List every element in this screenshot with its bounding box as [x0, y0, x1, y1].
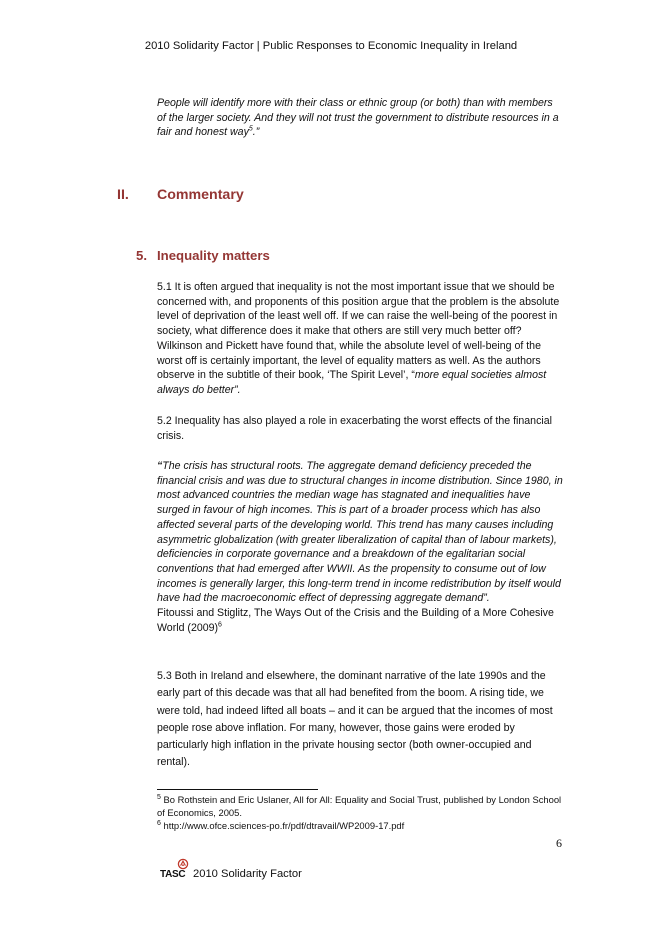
page-number: 6 — [556, 836, 562, 850]
tasc-logo — [160, 866, 191, 880]
section-5-number: 5. — [136, 248, 147, 263]
running-header: 2010 Solidarity Factor | Public Responses to Economic Inequality in Ireland — [144, 40, 518, 52]
paragraph-5-1-text: 5.1 It is often argued that inequality is not the most important issue that we should be concerned with, and proponents of this position argue that the problem is the absolute level of deprivation of the least well off. If we can raise the well-being of the poorest in society, what difference does it make that others are still very much better off? Wilkinson and Pickett have found that, while the absolute level of well-being of the worst off is certainly important, the level of equality matters as well. As the authors observe in the subtitle of their book, ‘The Spirit Level’, “ — [157, 281, 560, 382]
section-5-title: Inequality matters — [157, 248, 270, 263]
quote-body: The crisis has structural roots. The aggregate demand deficiency preceded the financial crisis and was due to structural changes in income distribution. Since 1980, in most advanced countries the median wage has stagnated and inequalities have surged in favour of high incomes. This is part of a broader process which has also affected several parts of the developing world. This trend has many causes including asymmetric globalization (with greater liberalization of capital than of labour markets), deficiencies in corporate governance and a breakdown of the egalitarian social conventions that had emerged after WWII. As the propensity to consume out of low incomes is generally larger, this long-term trend in income redistribution by itself would have had the macroeconomic effect of depressing aggregate demand”. — [157, 460, 563, 605]
paragraph-5-2: 5.2 Inequality has also played a role in exacerbating the worst effects of the financial crisis. — [157, 415, 552, 442]
top-quote-text: People will identify more with their class or ethnic group (or both) than with members of the larger society. And they will not trust the government to distribute resources in a fair and honest way — [157, 97, 559, 139]
footnote-5-number: 5 — [157, 793, 161, 801]
footnotes — [157, 793, 567, 833]
tasc-logo-text: TASC — [160, 869, 186, 880]
footnote-6 — [157, 819, 567, 832]
quote-attribution: Fitoussi and Stiglitz, The Ways Out of the Crisis and the Building of a More Cohesive World (2009) — [157, 607, 554, 634]
fitoussi-stiglitz-quote — [157, 459, 563, 635]
footnote-ref-5[interactable]: 5 — [248, 125, 253, 133]
paragraph-5-3: 5.3 Both in Ireland and elsewhere, the dominant narrative of the late 1990s and the early part of this decade was that all had benefited from the boom. A rising tide, we were told, had indeed lifted all boats – and it can be argued that the incomes of most people rose above inflation. For many, however, those gains were eroded by particularly high inflation in the private housing sector (both owner-occupied and rental). — [157, 670, 553, 769]
footnote-5-text: Bo Rothstein and Eric Uslaner, All for All: Equality and Social Trust, published by London School of Economics, 2005. — [157, 794, 562, 819]
footer-brand — [160, 866, 302, 880]
footnote-6-text[interactable]: http://www.ofce.sciences-po.fr/pdf/dtravail/WP2009-17.pdf — [160, 820, 405, 832]
footnote-5 — [157, 793, 567, 819]
section-ii-number: II. — [117, 187, 129, 203]
footnote-ref-6[interactable]: 6 — [218, 621, 222, 629]
footnote-separator — [157, 789, 318, 790]
footer-label: 2010 Solidarity Factor — [193, 868, 302, 880]
top-quote-closing: .” — [252, 126, 260, 139]
paragraph-5-1 — [157, 280, 563, 398]
tasc-logo-mark-icon — [177, 858, 189, 870]
paragraph-5-1-italic-quote: more equal societies almost always do better”. — [157, 369, 547, 396]
footnote-6-number: 6 — [157, 820, 161, 828]
top-quote — [157, 96, 563, 140]
section-ii-title: Commentary — [157, 187, 244, 203]
quote-open-mark: “ — [157, 460, 163, 472]
quote-text — [157, 460, 563, 604]
